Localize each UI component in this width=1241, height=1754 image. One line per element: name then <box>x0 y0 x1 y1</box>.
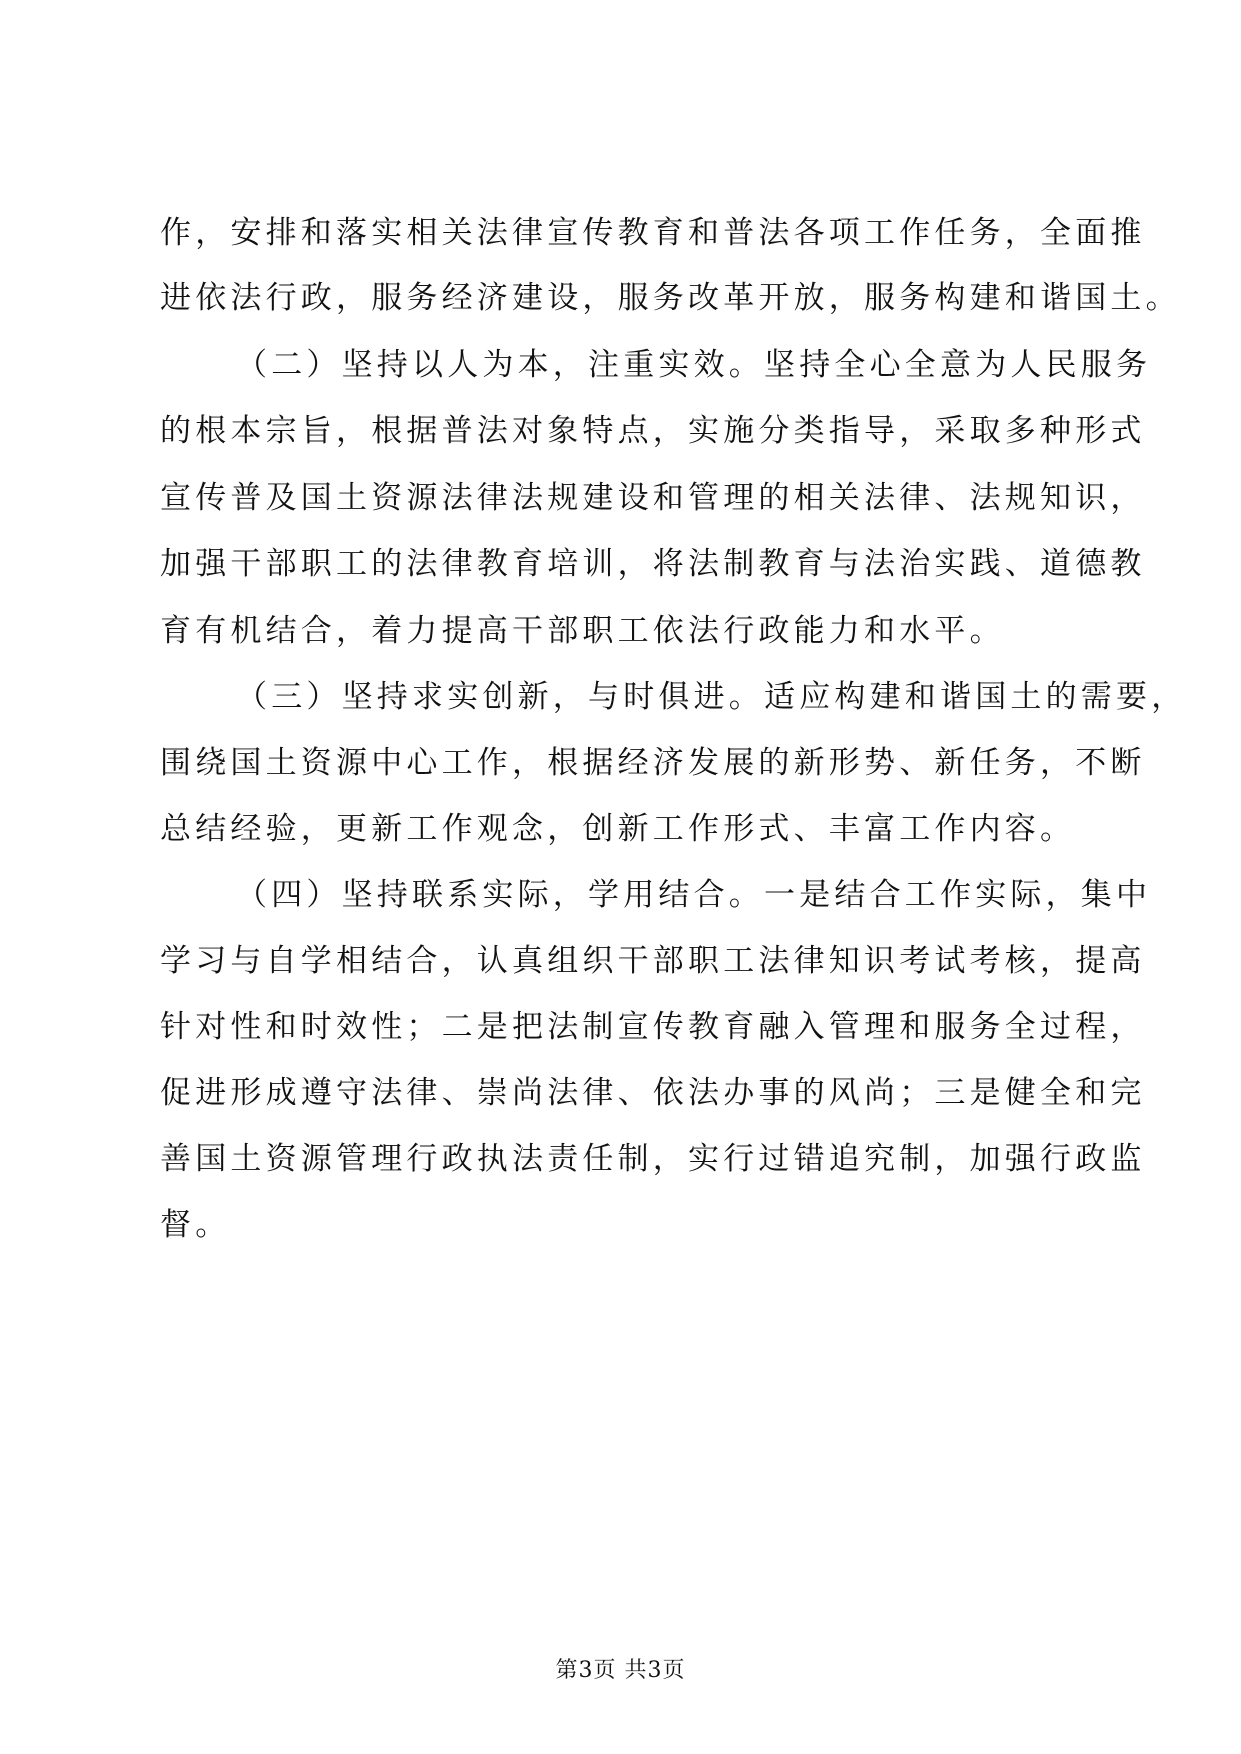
paragraph-line: 进依法行政，服务经济建设，服务改革开放，服务构建和谐国土。 <box>160 280 1181 316</box>
paragraph-line: 学习与自学相结合，认真组织干部职工法律知识考试考核，提高 <box>160 943 1146 979</box>
paragraph-line: 针对性和时效性；二是把法制宣传教育融入管理和服务全过程， <box>160 1009 1146 1045</box>
paragraph-line: 宣传普及国土资源法律法规建设和管理的相关法律、法规知识， <box>160 480 1146 516</box>
page-number-footer: 第3页 共3页 <box>555 1658 686 1683</box>
paragraph-line: （四）坚持联系实际，学用结合。一是结合工作实际，集中 <box>236 877 1152 913</box>
paragraph-line: 善国土资源管理行政执法责任制，实行过错追究制，加强行政监 <box>160 1141 1146 1177</box>
paragraph-line: 围绕国土资源中心工作，根据经济发展的新形势、新任务，不断 <box>160 745 1146 781</box>
paragraph-line: 督。 <box>160 1207 231 1243</box>
paragraph-line: 总结经验，更新工作观念，创新工作形式、丰富工作内容。 <box>160 811 1076 847</box>
paragraph-line: 育有机结合，着力提高干部职工依法行政能力和水平。 <box>160 613 1005 649</box>
paragraph-line: （三）坚持求实创新，与时俱进。适应构建和谐国土的需要， <box>236 679 1187 715</box>
paragraph-line: 的根本宗旨，根据普法对象特点，实施分类指导，采取多种形式 <box>160 413 1146 449</box>
paragraph-line: 作，安排和落实相关法律宣传教育和普法各项工作任务，全面推 <box>160 215 1146 251</box>
paragraph-line: （二）坚持以人为本，注重实效。坚持全心全意为人民服务 <box>236 347 1152 383</box>
paragraph-line: 加强干部职工的法律教育培训，将法制教育与法治实践、道德教 <box>160 546 1146 582</box>
paragraph-line: 促进形成遵守法律、崇尚法律、依法办事的风尚；三是健全和完 <box>160 1075 1146 1111</box>
